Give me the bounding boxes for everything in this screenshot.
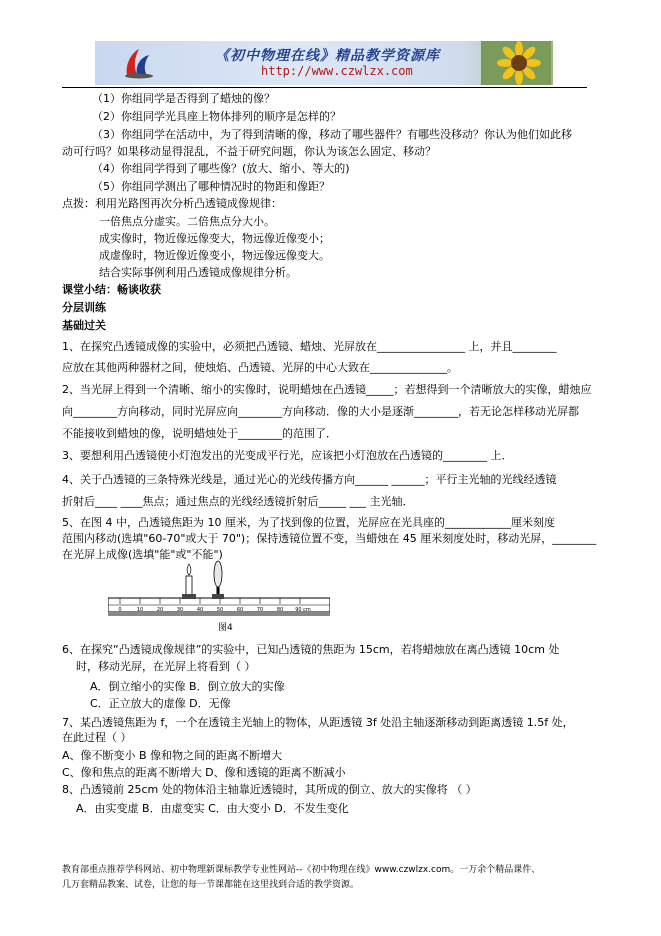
choice-line: A．倒立缩小的实像 B．倒立放大的实像 — [90, 680, 285, 693]
tick-label: 50 — [216, 607, 224, 613]
header-rule — [62, 87, 587, 88]
tick-label: 60 — [236, 607, 244, 613]
exercise-line: 3、要想利用凸透镜使小灯泡发出的光变成平行光，应该把小灯泡放在凸透镜的________ 上． — [62, 449, 513, 462]
exercise-line: 4、关于凸透镜的三条特殊光线是，通过光心的光线传播方向______ ______；平行主光轴的光线经透镜 — [62, 473, 557, 486]
exercise-line: 5、在图 4 中，凸透镜焦距为 10 厘米，为了找到像的位置，光屏应在光具座的____________厘米刻度 — [62, 516, 555, 529]
tick-label: 0 — [118, 607, 122, 613]
question-line: （1）你组同学是否得到了蜡烛的像？ — [92, 92, 275, 105]
exercise-line: 在此过程（ ） — [62, 731, 132, 744]
question-line: （3）你组同学在活动中，为了得到清晰的像，移动了哪些器件？有哪些没移动？你认为他们如此移 — [92, 128, 572, 141]
tick-label: 20 — [156, 607, 164, 613]
footer-line: 教育部重点推荐学科网站、初中物理新课标教学专业性网站--《初中物理在线》www.czwlzx.com。一万余个精品课件、 — [62, 865, 541, 875]
exercise-line: 6、在探究“凸透镜成像规律”的实验中，已知凸透镜的焦距为 15cm，若将蜡烛放在离凸透镜 10cm 处 — [62, 643, 560, 656]
tick-label: 30 — [176, 607, 184, 613]
figure-caption: 图4 — [218, 623, 233, 633]
rule-line: 成虚像时，物近像近像变小，物远像远像变大。 — [99, 249, 330, 262]
tick-label: 80 — [276, 607, 284, 613]
choice-line: C、像和焦点的距离不断增大 D、像和透镜的距离不断减小 — [62, 766, 346, 779]
exercise-line: 不能接收到蜡烛的像，说明蜡烛处于________的范围了． — [62, 427, 337, 440]
tick-label: 10 — [136, 607, 144, 613]
question-line: （4）你组同学得到了哪些像？(放大、缩小、等大的) — [92, 162, 350, 175]
choice-line: C．正立放大的虚像 D．无像 — [90, 697, 231, 710]
exercise-line: 2、当光屏上得到一个清晰、缩小的实像时，说明蜡烛在凸透镜_____；若想得到一个清晰放大的实像，蜡烛应 — [62, 383, 592, 396]
choice-line: A．由实变虚 B．由虚变实 C．由大变小 D．不发生变化 — [76, 802, 349, 815]
footer-line: 几万套精品教案、试卷，让您的每一节课都能在这里找到合适的教学资源。 — [62, 880, 360, 890]
lens-icon — [212, 561, 224, 599]
exercise-line: 1、在探究凸透镜成像的实验中，必须把凸透镜、蜡烛、光屏放在________________ 上，并且________ — [62, 340, 557, 353]
banner-title: 《初中物理在线》精品教学资源库 — [215, 48, 440, 64]
rule-line: 一倍焦点分虚实。二倍焦点分大小。 — [99, 215, 275, 228]
sunflower-icon — [481, 41, 551, 85]
exercise-line: 8、凸透镜前 25cm 处的物体沿主轴靠近透镜时，其所成的倒立、放大的实像将 （ ） — [62, 783, 477, 796]
section-heading-basic: 基础过关 — [62, 319, 106, 332]
tip-heading: 点拨：利用光路图再次分析凸透镜成像规律： — [62, 197, 282, 210]
site-logo-icon — [123, 47, 153, 79]
exercise-line: 应放在其他两种器材之间，使烛焰、凸透镜、光屏的中心大致在______________。 — [62, 361, 458, 374]
rule-line: 结合实际事例利用凸透镜成像规律分析。 — [99, 266, 297, 279]
tick-label: 70 — [256, 607, 264, 613]
banner-url: http://www.czwlzx.com — [261, 64, 413, 78]
choice-line: A、像不断变小 B 像和物之间的距离不断增大 — [62, 749, 283, 762]
exercise-line: 在光屏上成像(选填"能"或"不能") — [62, 548, 223, 561]
section-heading-practice: 分层训练 — [62, 301, 106, 314]
tick-label: 90 cm — [295, 607, 311, 613]
exercise-line: 向________方向移动，同时光屏应向________方向移动．像的大小是逐渐________，若无论怎样移动光屏都 — [62, 405, 579, 418]
tick-label: 40 — [196, 607, 204, 613]
rule-line: 成实像时，物近像远像变大，物远像近像变小； — [99, 232, 330, 245]
header-banner — [95, 41, 553, 85]
section-heading-summary: 课堂小结：畅谈收获 — [62, 283, 161, 296]
candle-icon — [182, 564, 196, 599]
exercise-line: 7、某凸透镜焦距为 f，一个在透镜主光轴上的物体，从距透镜 3f 处沿主轴逐渐移动到距离透镜 1.5f 处， — [62, 716, 574, 729]
question-line: （5）你组同学测出了哪种情况时的物距和像距？ — [92, 180, 330, 193]
exercise-line: 范围内移动(选填"60-70"或大于 70")；保持透镜位置不变，当蜡烛在 45 厘米刻度处时，移动光屏，________ — [62, 532, 597, 545]
question-line: 动可行吗？如果移动显得混乱，不益于研究问题，你认为该怎么固定、移动？ — [62, 145, 436, 158]
question-line: （2）你组同学光具座上物体排列的顺序是怎样的？ — [92, 110, 341, 123]
exercise-line: 折射后____ ____焦点；通过焦点的光线经透镜折射后_____ ___ 主光轴． — [62, 495, 414, 508]
exercise-line: 时，移动光屏，在光屏上将看到（ ） — [76, 660, 256, 673]
optical-bench-figure — [108, 558, 330, 634]
